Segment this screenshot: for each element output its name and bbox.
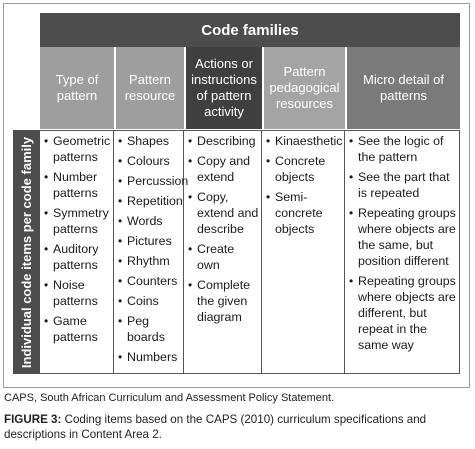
caption-text: Coding items based on the CAPS (2010) curriculum specifications and descriptions in Content Area 2. <box>4 413 427 441</box>
bullet-icon: • <box>44 170 49 184</box>
list-item-text: Words <box>127 214 163 228</box>
list-item-text: Describing <box>197 134 256 148</box>
header-row <box>40 47 460 129</box>
body-row <box>40 130 460 374</box>
list-item <box>266 153 342 185</box>
list-item <box>118 193 181 209</box>
list-item-text: Create own <box>197 242 235 272</box>
list-item <box>118 173 189 189</box>
list-item-text: Complete the given diagram <box>197 278 251 324</box>
bullet-icon: • <box>118 154 123 168</box>
bullet-icon: • <box>44 242 49 256</box>
column-type-of-pattern <box>40 131 114 373</box>
list-item-text: Counters <box>127 274 178 288</box>
list-item-text: Copy and extend <box>197 154 251 184</box>
bullet-icon: • <box>188 190 193 204</box>
list-item <box>349 205 457 269</box>
table-title: Code families <box>40 13 460 47</box>
list-item-text: Kinaesthetic <box>275 134 343 148</box>
list-item-text: Semi-concrete objects <box>275 190 323 236</box>
bullet-icon: • <box>118 194 123 208</box>
list-item <box>44 205 111 237</box>
bullet-icon: • <box>44 278 49 292</box>
bullet-icon: • <box>349 134 354 148</box>
column-actions <box>184 131 262 373</box>
list-item <box>188 153 259 185</box>
list-item <box>118 213 181 229</box>
bullet-icon: • <box>44 314 49 328</box>
caption-label: FIGURE 3: <box>4 413 62 426</box>
list-item-text: Numbers <box>127 350 178 364</box>
list-item <box>118 153 181 169</box>
bullet-icon: • <box>188 154 193 168</box>
list-item <box>349 273 457 353</box>
list-item <box>118 349 181 365</box>
bullet-icon: • <box>118 294 123 308</box>
list-item <box>118 313 181 345</box>
bullet-icon: • <box>118 350 123 364</box>
list-item-text: Noise patterns <box>53 278 98 308</box>
bullet-icon: • <box>266 154 271 168</box>
list-item-text: See the part that is repeated <box>358 170 450 200</box>
bullet-icon: • <box>188 242 193 256</box>
bullet-icon: • <box>44 206 49 220</box>
bullet-icon: • <box>118 274 123 288</box>
list-item <box>118 253 181 269</box>
side-label <box>13 130 40 374</box>
list-item-text: Repeating groups where objects are different, but repeat in the same way <box>358 274 456 352</box>
list-item-text: Peg boards <box>127 314 165 344</box>
bullet-icon: • <box>118 234 123 248</box>
list-item-text: Geometric patterns <box>53 134 111 164</box>
list-item <box>44 277 111 309</box>
bullet-icon: • <box>266 134 271 148</box>
list-item <box>349 169 457 201</box>
side-label-text: Individual code items per code family <box>19 136 34 368</box>
bullet-icon: • <box>118 134 123 148</box>
list-item <box>44 313 111 345</box>
bullet-icon: • <box>118 254 123 268</box>
column-pattern-resource <box>114 131 189 373</box>
footnote: CAPS, South African Curriculum and Assessment Policy Statement. <box>4 392 335 404</box>
list-item-text: Percussion <box>127 174 189 188</box>
list-item-text: Repetition <box>127 194 183 208</box>
column-micro-detail <box>345 131 460 373</box>
list-item-text: Copy, extend and describe <box>197 190 259 236</box>
list-item-text: Concrete objects <box>275 154 326 184</box>
header-pattern-resource: Pattern resource <box>114 47 184 129</box>
bullet-icon: • <box>44 134 49 148</box>
list-item-text: Coins <box>127 294 159 308</box>
list-item <box>118 133 181 149</box>
bullet-icon: • <box>188 278 193 292</box>
list-item-text: Repeating groups where objects are the same, but position different <box>358 206 456 268</box>
column-pedagogical-resources <box>262 131 345 373</box>
header-type-of-pattern: Type of pattern <box>40 47 114 129</box>
list-item <box>349 133 457 165</box>
list-item-text: Auditory patterns <box>53 242 99 272</box>
list-item <box>266 189 342 237</box>
list-item-text: Symmetry patterns <box>53 206 109 236</box>
list-item-text: Shapes <box>127 134 170 148</box>
list-item <box>188 241 259 273</box>
bullet-icon: • <box>118 314 123 328</box>
list-item-text: Rhythm <box>127 254 170 268</box>
figure-caption <box>4 412 470 442</box>
list-item <box>188 277 259 325</box>
list-item-text: Pictures <box>127 234 172 248</box>
list-item-text: Colours <box>127 154 170 168</box>
list-item <box>118 293 181 309</box>
bullet-icon: • <box>349 274 354 288</box>
bullet-icon: • <box>118 174 123 188</box>
list-item-text: Game patterns <box>53 314 98 344</box>
bullet-icon: • <box>118 214 123 228</box>
header-actions: Actions or instructions of pattern activity <box>184 47 262 129</box>
list-item <box>44 241 111 273</box>
list-item <box>44 169 111 201</box>
list-item-text: Number patterns <box>53 170 98 200</box>
list-item <box>188 133 259 149</box>
list-item-text: See the logic of the pattern <box>358 134 444 164</box>
bullet-icon: • <box>349 170 354 184</box>
list-item <box>188 189 259 237</box>
header-micro-detail: Micro detail of patterns <box>345 47 460 129</box>
bullet-icon: • <box>349 206 354 220</box>
list-item <box>266 133 342 149</box>
list-item <box>44 133 111 165</box>
bullet-icon: • <box>188 134 193 148</box>
header-pedagogical-resources: Pattern pedagogical resources <box>262 47 345 129</box>
list-item <box>118 233 181 249</box>
list-item <box>118 273 181 289</box>
bullet-icon: • <box>266 190 271 204</box>
